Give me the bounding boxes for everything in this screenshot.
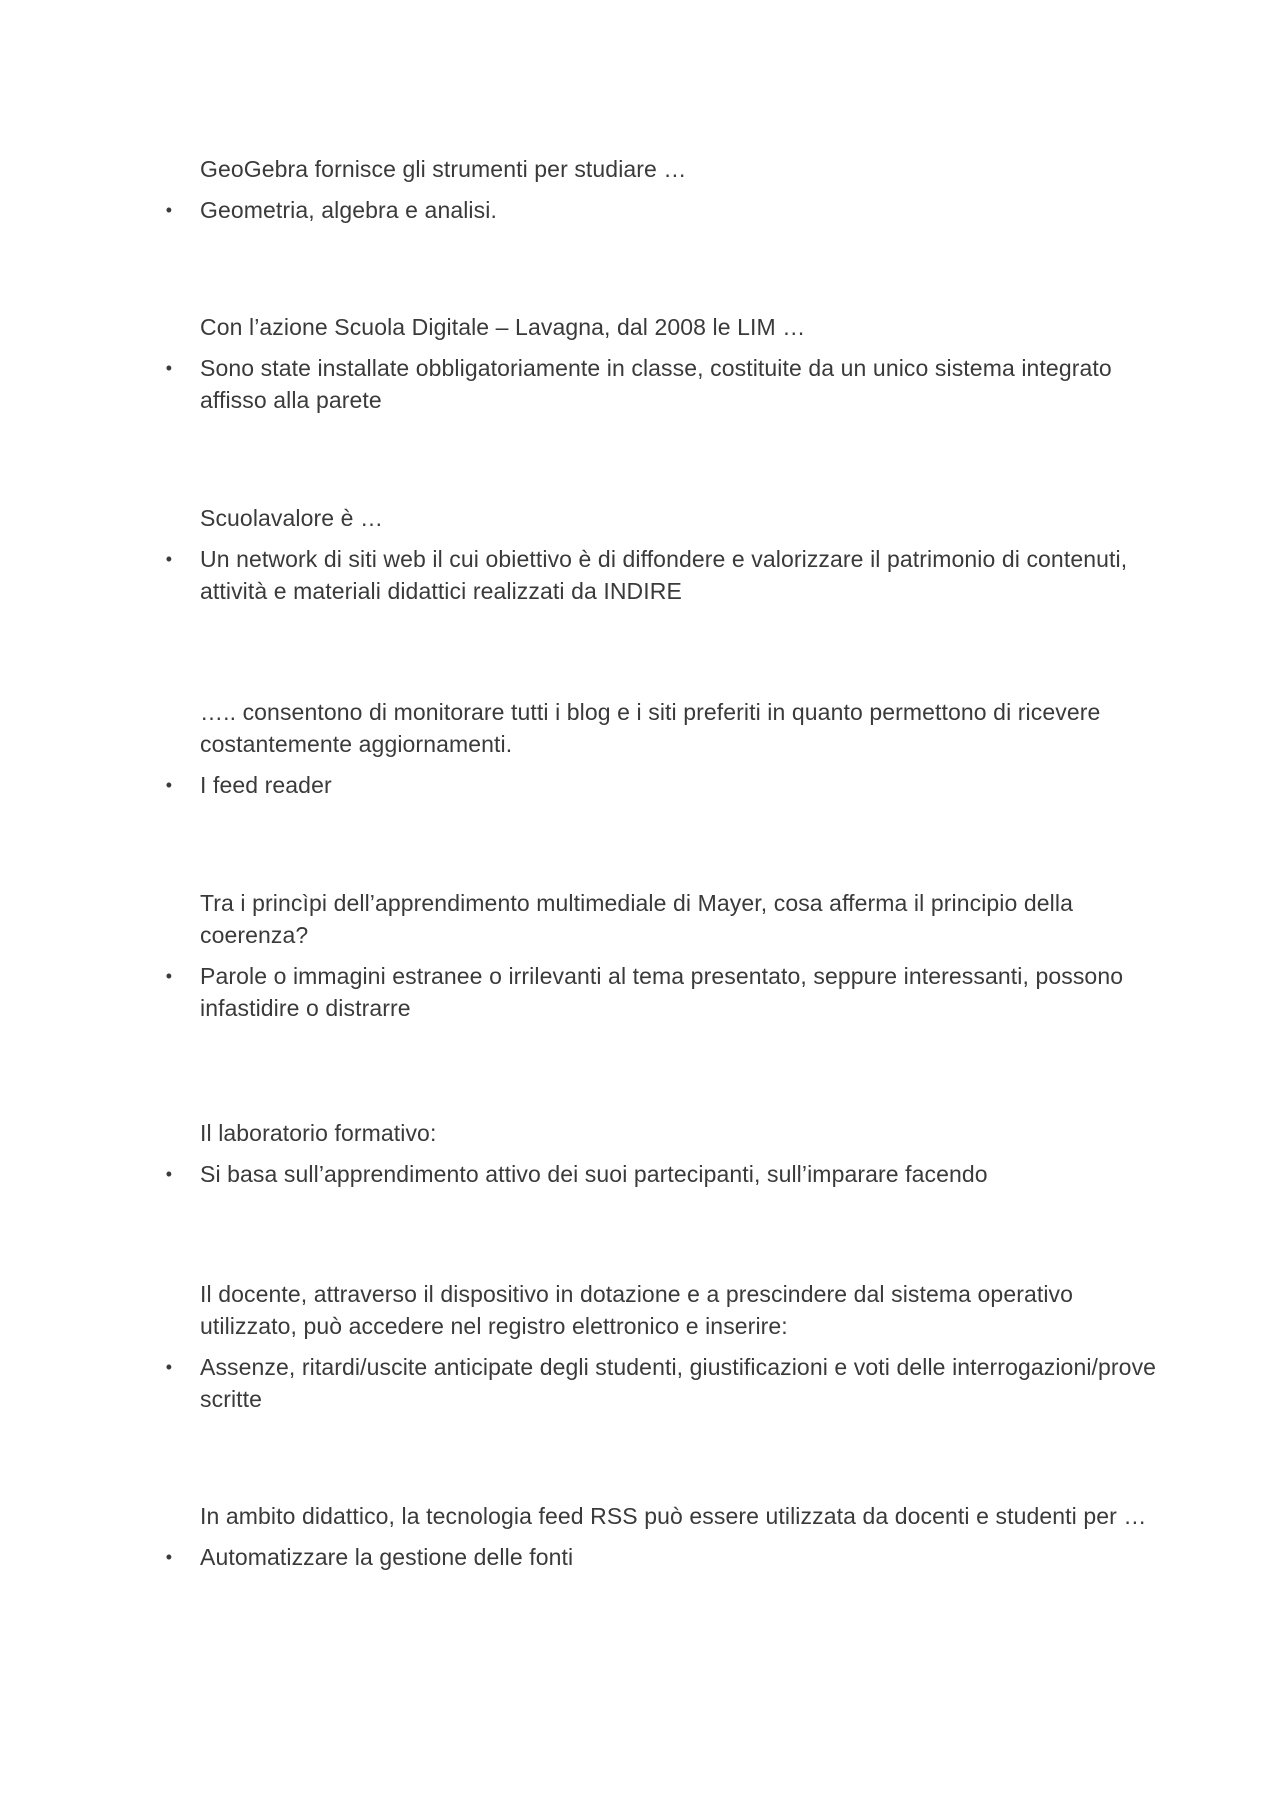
answer-list-item — [165, 352, 1160, 416]
bullet-icon: • — [165, 966, 173, 986]
bullet-icon: • — [165, 549, 173, 569]
answer-list-item — [165, 960, 1160, 1024]
question-text: Il docente, attraverso il dispositivo in dotazione e a prescindere dal sistema operativo utilizzato, può accedere nel registro elettronico e inserire: — [200, 1281, 1074, 1339]
answer-text: Geometria, algebra e analisi. — [200, 197, 497, 223]
bullet-icon: • — [165, 1357, 173, 1377]
qa-item — [0, 1500, 1280, 1573]
answer-list-item — [165, 1541, 1160, 1573]
question-text: Tra i princìpi dell’apprendimento multimediale di Mayer, cosa afferma il principio della coerenza? — [200, 890, 1073, 948]
answer-text: Assenze, ritardi/uscite anticipate degli studenti, giustificazioni e voti delle interrogazioni/prove scritte — [200, 1354, 1157, 1412]
answer-text: I feed reader — [200, 772, 332, 798]
answer-list-item — [165, 194, 1160, 226]
question-text: Scuolavalore è … — [200, 505, 384, 531]
question-text: ….. consentono di monitorare tutti i blog e i siti preferiti in quanto permettono di ricevere costantemente aggiornamenti. — [200, 699, 1101, 757]
question-text: Il laboratorio formativo: — [200, 1120, 437, 1146]
qa-item — [0, 1117, 1280, 1190]
bullet-icon: • — [165, 200, 173, 220]
answer-list-item — [165, 1158, 1160, 1190]
answer-text: Un network di siti web il cui obiettivo è di diffondere e valorizzare il patrimonio di contenuti, attività e materiali didattici realizzati da INDIRE — [200, 546, 1128, 604]
answer-list-item — [165, 543, 1160, 607]
answer-list-item — [165, 769, 1160, 801]
qa-item — [0, 696, 1280, 801]
qa-item — [0, 311, 1280, 416]
qa-item — [0, 887, 1280, 1024]
bullet-icon: • — [165, 775, 173, 795]
answer-list-item — [165, 1351, 1160, 1415]
qa-item — [0, 1278, 1280, 1415]
qa-item — [0, 502, 1280, 607]
qa-item — [0, 153, 1280, 226]
answer-text: Sono state installate obbligatoriamente in classe, costituite da un unico sistema integrato affisso alla parete — [200, 355, 1112, 413]
question-text: Con l’azione Scuola Digitale – Lavagna, dal 2008 le LIM … — [200, 314, 806, 340]
question-text: In ambito didattico, la tecnologia feed RSS può essere utilizzata da docenti e studenti per … — [200, 1503, 1147, 1529]
question-text: GeoGebra fornisce gli strumenti per studiare … — [200, 156, 687, 182]
answer-text: Parole o immagini estranee o irrilevanti al tema presentato, seppure interessanti, possono infastidire o distrarre — [200, 963, 1124, 1021]
bullet-icon: • — [165, 1547, 173, 1567]
bullet-icon: • — [165, 1164, 173, 1184]
answer-text: Si basa sull’apprendimento attivo dei suoi partecipanti, sull’imparare facendo — [200, 1161, 988, 1187]
answer-text: Automatizzare la gestione delle fonti — [200, 1544, 574, 1570]
bullet-icon: • — [165, 358, 173, 378]
